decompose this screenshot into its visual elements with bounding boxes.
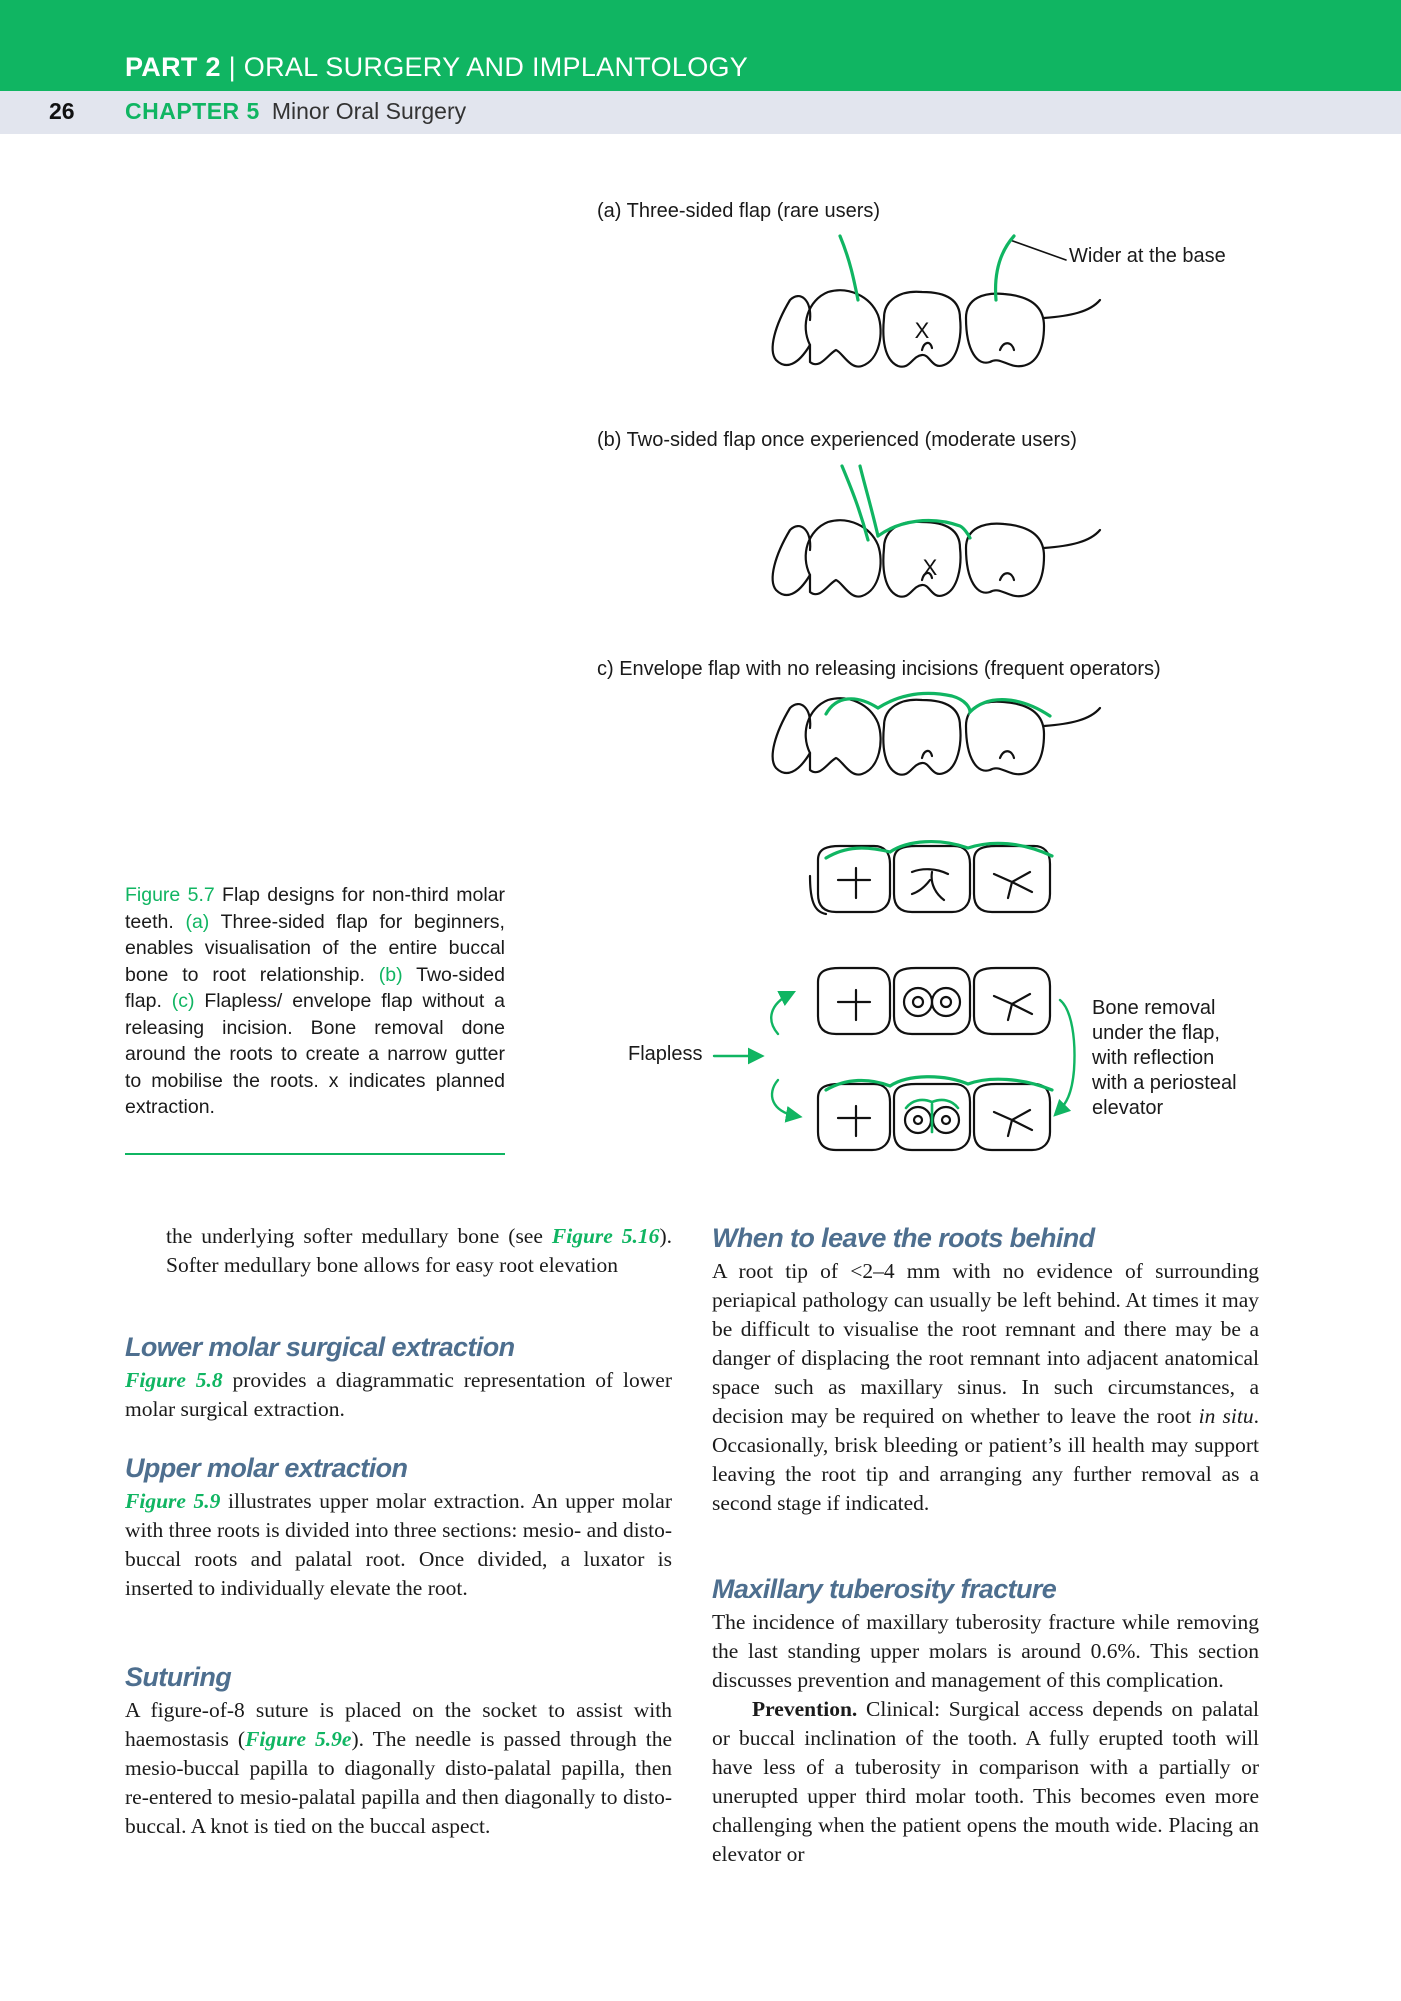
body-text-italic: in situ (1198, 1404, 1254, 1428)
figure-label-b: (b) Two-sided flap once experienced (moderate users) (597, 429, 1077, 451)
caption-marker-b: (b) (378, 963, 403, 986)
section-heading: Suturing (125, 1662, 232, 1692)
bone-removal-line: Bone removal (1092, 997, 1216, 1019)
annotation-wider-base: Wider at the base (1069, 245, 1226, 267)
figure-label-c: c) Envelope flap with no releasing incisions (frequent operators) (597, 658, 1161, 680)
section-leave-roots (712, 1221, 1259, 1518)
chapter-title: Minor Oral Surgery (271, 98, 467, 124)
page-number: 26 (49, 98, 75, 124)
section-heading: Maxillary tuberosity fracture (712, 1574, 1057, 1604)
body-paragraph (712, 1695, 1259, 1869)
part-separator: | (228, 52, 236, 82)
teeth-row-c (773, 698, 1100, 774)
run-in-heading: Prevention. (752, 1697, 858, 1721)
part-label: PART 2 (125, 52, 221, 82)
bone-removal-line: with reflection (1092, 1047, 1215, 1069)
bone-removal-line: elevator (1092, 1097, 1164, 1119)
annotation-leader (1010, 240, 1066, 260)
body-text: Clinical: Surgical access depends on palatal or buccal inclination of the tooth. A fully erupted tooth will have less of a tuberosity in comparison with a partially or unerupted upper third molar tooth. This becomes even more challenging when the patient opens the mouth wide. Placing an elevator or (712, 1697, 1259, 1866)
bone-removal-line: with a periosteal (1092, 1072, 1237, 1094)
caption-rule (125, 1153, 505, 1155)
section-tuberosity (712, 1572, 1259, 1869)
body-paragraph: The incidence of maxillary tuberosity fracture while removing the last standing upper molars is around 0.6%. This section discusses prevention and management of this complication. (712, 1610, 1259, 1692)
body-text: A root tip of <2–4 mm with no evidence of surrounding periapical pathology can usually be left behind. At times it may be difficult to visualise the root remnant and there may be a danger of displacing the root remnant into adjacent anatomical space such as maxillary sinus. In such circumstances, a decision may be required on whether to leave the root (712, 1259, 1259, 1428)
caption-marker-c: (c) (171, 990, 195, 1012)
body-text: the underlying softer medullary bone (see (166, 1224, 552, 1248)
x-mark-a: X (914, 318, 930, 343)
bone-removal-line: under the flap, (1092, 1022, 1220, 1044)
chapter-label: CHAPTER 5 (125, 98, 260, 124)
section-lower-molar (125, 1330, 672, 1424)
chapter-heading (125, 98, 466, 125)
section-heading: Upper molar extraction (125, 1453, 408, 1483)
intro-paragraph (166, 1222, 672, 1280)
caption-text: Three-sided flap for beginners, enables visualisation of the entire buccal bone to root relationship. (125, 910, 505, 986)
flapless-label: Flapless (628, 1043, 703, 1065)
figure-ref-link[interactable]: Figure 5.16 (551, 1224, 660, 1248)
section-upper-molar (125, 1451, 672, 1603)
flap-design-figure (560, 190, 1120, 1160)
occlusal-row-3 (818, 1084, 1050, 1150)
body-text: ). The needle is passed through the mesio-buccal papilla to diagonally disto-palatal papilla, then re-entered to mesio-palatal papilla and then diagonally to disto-buccal. A knot is tied on the buccal aspect. (125, 1727, 673, 1838)
caption-text: Flapless/ envelope flap without a releasing incision. Bone removal done around the roots to create a narrow gutter to mobilise the roots. x indicates planned extraction. (125, 990, 505, 1118)
body-text: . Occasionally, brisk bleeding or patient’s ill health may support leaving the root tip and arranging any further removal as a second stage if indicated. (712, 1404, 1259, 1515)
body-text: A figure-of-8 suture is placed on the socket to assist with haemostasis ( (125, 1698, 672, 1751)
caption-text: Two-sided flap. (125, 963, 505, 1012)
figure-ref-link[interactable]: Figure 5.9e (245, 1727, 352, 1751)
figure-ref-link[interactable]: Figure 5.8 (125, 1368, 223, 1392)
section-heading: When to leave the roots behind (712, 1223, 1095, 1253)
x-mark-b: X (922, 555, 938, 580)
teeth-row-a (773, 290, 1100, 366)
occlusal-row-2 (818, 968, 1050, 1034)
figure-caption (125, 882, 505, 1121)
body-text: provides a diagrammatic representation of lower molar surgical extraction. (125, 1368, 672, 1421)
figure-label-a: (a) Three-sided flap (rare users) (597, 200, 881, 222)
figure-ref-link[interactable]: Figure 5.9 (125, 1489, 221, 1513)
caption-marker-a: (a) (185, 910, 210, 933)
caption-text: Flap designs for non-third molar teeth. (125, 884, 505, 933)
part-title (125, 52, 748, 83)
section-suturing (125, 1660, 672, 1841)
section-heading: Lower molar surgical extraction (125, 1332, 515, 1362)
body-text: illustrates upper molar extraction. An upper molar with three roots is divided into three sections: mesio- and disto-buccal roots and palatal root. Once divided, a luxator is inserted to individually elevate the root. (125, 1489, 672, 1600)
part-title-text: ORAL SURGERY AND IMPLANTOLOGY (243, 52, 749, 82)
occlusal-row-1 (810, 846, 1050, 914)
caption-figure-number: Figure 5.7 (125, 884, 215, 906)
body-text: ). Softer medullary bone allows for easy root elevation (166, 1224, 672, 1277)
